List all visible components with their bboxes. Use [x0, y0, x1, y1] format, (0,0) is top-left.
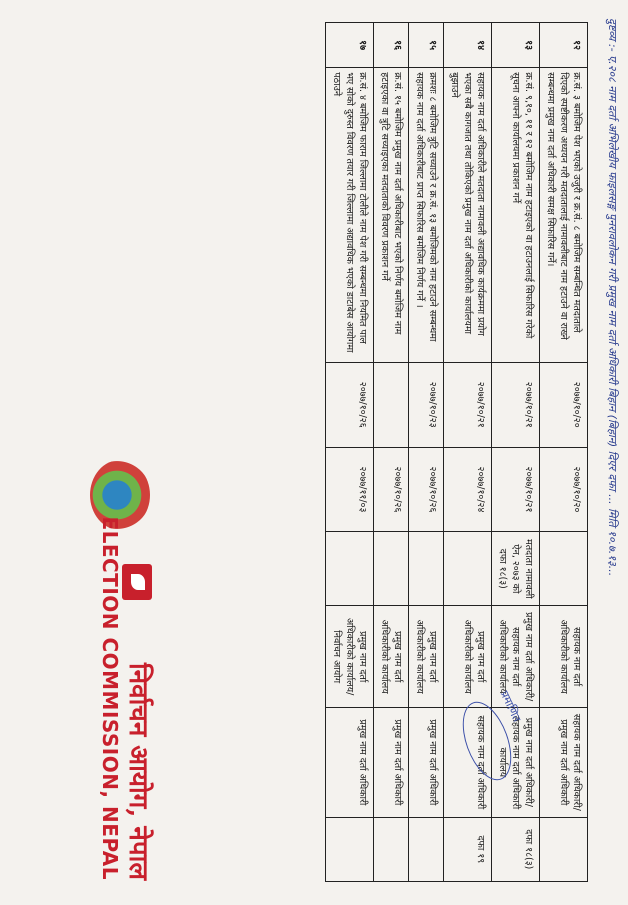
- letterhead: [0, 40, 158, 900]
- cell-desc: क्र.सं. ३ बमोजिम पेश भएको उजुरी र क्र.सं. ८ बमोजिम सम्बन्धित मतदाताले दिएको स्पष्टीकरण अध्ययन गरी मतदातालाई नामावलीबाट नाम हटाउने वा राख्ने सम्बन्धमा प्रमुख नाम दर्ता अधिकारी समक्ष सिफारिस गर्ने।: [540, 68, 588, 363]
- cell-ref: मतदाता नामावली ऐन, २०७३ को दफा १८(३): [492, 532, 540, 606]
- cell-office: सहायक नाम दर्ता अधिकारीको कार्यालय: [540, 606, 588, 708]
- brand-name-english: ELECTION COMMISSION, NEPAL: [98, 516, 122, 880]
- cell-office: प्रमुख नाम दर्ता अधिकारीको कार्यालय: [374, 606, 409, 708]
- cell-desc: क्र.सं. ९,१०, ११ र १२ बमोजिम नाम हटाइएको वा हटाउनलाई सिफारिस गरेको सूचना आफ्नो कार्यालयमा प्रकाशन गर्ने: [492, 68, 540, 363]
- cell-ref: [540, 532, 588, 606]
- cell-rule: दफा १९: [444, 817, 492, 881]
- table-row: [409, 23, 444, 882]
- cell-date1: २०७७/१०/२०: [540, 362, 588, 447]
- table-row: [540, 23, 588, 882]
- cell-date1: २०७७/१०/२६: [326, 362, 374, 447]
- cell-ref: [409, 532, 444, 606]
- cell-num: १३: [492, 23, 540, 68]
- cell-desc: सहायक नाम दर्ता अधिकारीले मतदाता नामावली अद्यावधिक कार्यक्रममा प्रयोग भएका सबै कागजात तथा तोकिएको प्रमुख नाम दर्ता अधिकारीको कार्यालयमा बुझाउने: [444, 68, 492, 363]
- table-row: [374, 23, 409, 882]
- cell-ref: [326, 532, 374, 606]
- cell-office: प्रमुख नाम दर्ता अधिकारीको कार्यालय/निर्वाचन आयोग: [326, 606, 374, 708]
- cell-rule: [326, 817, 374, 881]
- cell-rule: [409, 817, 444, 881]
- cell-rule: [540, 817, 588, 881]
- cell-num: १५: [409, 23, 444, 68]
- cell-date1: २०७७/१०/२३: [409, 362, 444, 447]
- cell-num: १२: [540, 23, 588, 68]
- cell-num: १७: [326, 23, 374, 68]
- cell-date2: २०७७/१०/२६: [409, 447, 444, 532]
- cell-num: १६: [374, 23, 409, 68]
- cell-authority: प्रमुख नाम दर्ता अधिकारी: [374, 708, 409, 818]
- cell-office: प्रमुख नाम दर्ता अधिकारी/सहायक नाम दर्ता अधिकारीको कार्यालय: [492, 606, 540, 708]
- cell-authority: सहायक नाम दर्ता अधिकारी/प्रमुख नाम दर्ता अधिकारी: [540, 708, 588, 818]
- brand-name-nepali: निर्वाचन आयोग, नेपाल: [123, 662, 153, 880]
- cell-ref: [444, 532, 492, 606]
- table-row: [326, 23, 374, 882]
- cell-date2: २०७७/१०/२१: [492, 447, 540, 532]
- cell-authority: प्रमुख नाम दर्ता अधिकारी: [409, 708, 444, 818]
- cell-office: प्रमुख नाम दर्ता अधिकारीको कार्यालय: [444, 606, 492, 708]
- cell-date2: २०७७/१०/२०: [540, 447, 588, 532]
- cell-date1: [374, 362, 409, 447]
- cell-date1: २०७७/१०/२१: [492, 362, 540, 447]
- cell-date2: २०७७/१०/२६: [374, 447, 409, 532]
- cell-authority: प्रमुख नाम दर्ता अधिकारी/सहायक नाम दर्ता अधिकारी कार्यालय: [492, 708, 540, 818]
- handwritten-note: दुष्टव्य :- ए.२०८ नाम दर्ता अभिलेखीय फाइलसङ्ग पुनरावलोकन गरी प्रमुख नाम दर्ता अधिकारी बिहान (बिहान) दिएर दफा ... मिति १०.७.१३...: [606, 18, 619, 577]
- cell-date2: २०७७/११/०३: [326, 447, 374, 532]
- cell-desc: क्र.सं. १५ बमोजिम प्रमुख नाम दर्ता अधिकारीबाट भएको निर्णय बमोजिम नाम हटाइएका वा त्रुटि सच्याइएका मतदाताको विवरण प्रकाशन गर्ने: [374, 68, 409, 363]
- cell-rule: दफा १८(३): [492, 817, 540, 881]
- cell-authority: सहायक नाम दर्ता अधिकारी: [444, 708, 492, 818]
- cell-date1: २०७७/१०/२१: [444, 362, 492, 447]
- cell-date2: २०७७/१०/२४: [444, 447, 492, 532]
- cell-office: प्रमुख नाम दर्ता अधिकारीको कार्यालय: [409, 606, 444, 708]
- signature-text: प्रमाणित: [497, 688, 524, 724]
- cell-rule: [374, 817, 409, 881]
- schedule-table: [325, 22, 588, 882]
- cell-ref: [374, 532, 409, 606]
- brand: [98, 516, 158, 880]
- cell-authority: प्रमुख नाम दर्ता अधिकारी: [326, 708, 374, 818]
- cell-desc: क्रमशः ८ बमोजिम त्रुटि सच्याउने र क्र.सं. १३ बमोजिमको नाम हटाउने सम्बन्धमा सहायक नाम दर्ता अधिकारीबाट प्राप्त सिफारिस बमोजिम निर्णय गर्ने ।: [409, 68, 444, 363]
- cell-num: १४: [444, 23, 492, 68]
- cell-desc: क्र.सं. ४ बमोजिम फाराम जिल्लामा टोलीले नाम पेश गरी सम्बन्धमा नियमित पाल भए सोको दुरुस्त विवरण तयार गरी जिल्लामा अद्यावधिक भएको डाटाबेस आयोगमा पठाउने: [326, 68, 374, 363]
